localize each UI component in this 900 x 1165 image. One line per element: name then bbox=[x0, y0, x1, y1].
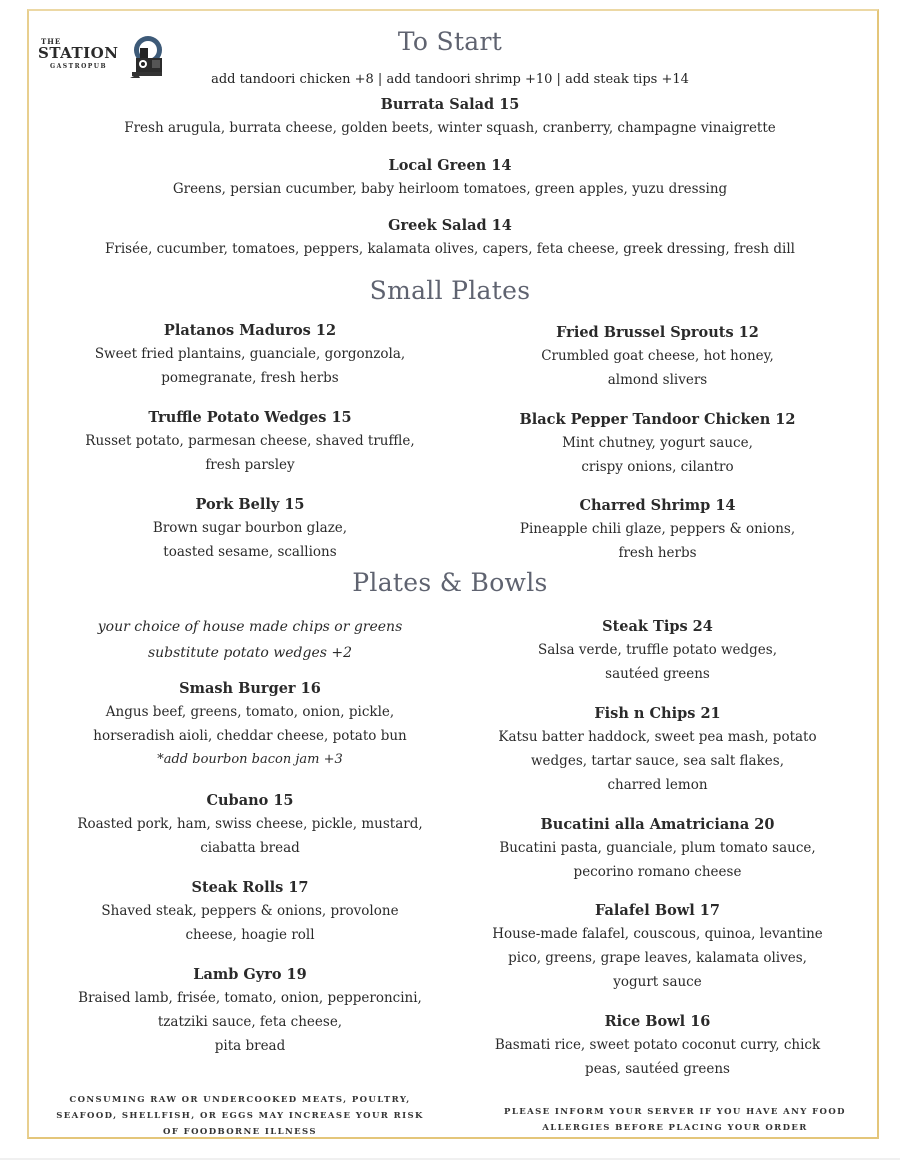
item-name: Cubano 15 bbox=[206, 792, 294, 809]
item-desc: fresh herbs bbox=[618, 545, 697, 561]
item-desc: Pineapple chili glaze, peppers & onions, bbox=[519, 521, 796, 537]
item-desc: Bucatini pasta, guanciale, plum tomato sauce, bbox=[499, 840, 816, 856]
section-title-plates-bowls: Plates & Bowls bbox=[352, 568, 548, 597]
disclaimer-line: SEAFOOD, SHELLFISH, OR EGGS MAY INCREASE YOUR RISK bbox=[56, 1111, 424, 1121]
item-desc: Frisée, cucumber, tomatoes, peppers, kalamata olives, capers, feta cheese, greek dressing, fresh dill bbox=[105, 241, 795, 257]
menu-item bbox=[0, 215, 900, 261]
menu-item bbox=[460, 409, 855, 479]
item-desc: Russet potato, parmesan cheese, shaved truffle, bbox=[85, 433, 415, 449]
item-name: Fried Brussel Sprouts 12 bbox=[556, 324, 759, 341]
item-desc: Crumbled goat cheese, hot honey, bbox=[541, 348, 774, 364]
item-name: Falafel Bowl 17 bbox=[595, 902, 720, 919]
item-desc: Shaved steak, peppers & onions, provolone bbox=[101, 903, 399, 919]
logo-gastropub: GASTROPUB bbox=[50, 63, 108, 70]
menu-item bbox=[460, 495, 855, 565]
item-name: Pork Belly 15 bbox=[195, 496, 305, 513]
section-title-small-plates: Small Plates bbox=[369, 276, 531, 305]
item-name: Steak Rolls 17 bbox=[191, 879, 309, 896]
menu-item bbox=[460, 1011, 855, 1081]
sides-note bbox=[40, 614, 460, 666]
section-title-to-start: To Start bbox=[397, 27, 503, 56]
item-desc: cheese, hoagie roll bbox=[185, 927, 315, 943]
item-name: Black Pepper Tandoor Chicken 12 bbox=[519, 411, 796, 428]
logo-the: THE bbox=[41, 37, 62, 46]
menu-item bbox=[40, 494, 460, 564]
disclaimer-line: CONSUMING RAW OR UNDERCOOKED MEATS, POULTRY, bbox=[69, 1095, 411, 1105]
item-name: Bucatini alla Amatriciana 20 bbox=[540, 816, 775, 833]
menu-item bbox=[460, 814, 855, 884]
item-desc: crispy onions, cilantro bbox=[581, 459, 734, 475]
item-name: Greek Salad 14 bbox=[388, 217, 512, 234]
item-desc: Greens, persian cucumber, baby heirloom tomatoes, green apples, yuzu dressing bbox=[172, 181, 728, 197]
page-edge bbox=[0, 1158, 900, 1160]
item-desc: peas, sautéed greens bbox=[585, 1061, 730, 1077]
menu-item bbox=[40, 678, 460, 772]
item-name: Smash Burger 16 bbox=[179, 680, 321, 697]
item-desc: pomegranate, fresh herbs bbox=[161, 370, 339, 386]
item-name: Local Green 14 bbox=[388, 157, 512, 174]
item-desc: toasted sesame, scallions bbox=[163, 544, 337, 560]
item-desc: Katsu batter haddock, sweet pea mash, potato bbox=[498, 729, 817, 745]
menu-item bbox=[40, 407, 460, 477]
item-desc: horseradish aioli, cheddar cheese, potato bun bbox=[93, 728, 407, 744]
allergy-disclaimer bbox=[470, 1104, 880, 1136]
menu-item bbox=[460, 703, 855, 797]
menu-item bbox=[0, 155, 900, 201]
logo-station: STATION bbox=[38, 44, 119, 62]
item-desc: Mint chutney, yogurt sauce, bbox=[562, 435, 753, 451]
item-desc: Sweet fried plantains, guanciale, gorgonzola, bbox=[94, 346, 406, 362]
disclaimer-line: PLEASE INFORM YOUR SERVER IF YOU HAVE ANY FOOD bbox=[504, 1107, 846, 1117]
menu-item bbox=[40, 320, 460, 390]
item-desc: Angus beef, greens, tomato, onion, pickle, bbox=[105, 704, 395, 720]
menu-item bbox=[40, 964, 460, 1058]
sides-note-line: substitute potato wedges +2 bbox=[147, 645, 353, 661]
item-desc: almond slivers bbox=[607, 372, 708, 388]
menu-item bbox=[0, 94, 900, 140]
item-desc: House-made falafel, couscous, quinoa, levantine bbox=[492, 926, 823, 942]
item-name: Steak Tips 24 bbox=[602, 618, 713, 635]
item-desc: yogurt sauce bbox=[613, 974, 702, 990]
item-desc: Brown sugar bourbon glaze, bbox=[152, 520, 348, 536]
item-desc: charred lemon bbox=[607, 777, 708, 793]
item-desc: pecorino romano cheese bbox=[573, 864, 742, 880]
addons-note: add tandoori chicken +8 | add tandoori shrimp +10 | add steak tips +14 bbox=[211, 72, 689, 87]
raw-food-disclaimer bbox=[40, 1092, 440, 1140]
item-name: Burrata Salad 15 bbox=[380, 96, 520, 113]
item-desc: fresh parsley bbox=[205, 457, 295, 473]
menu-item bbox=[40, 790, 460, 860]
item-desc: Fresh arugula, burrata cheese, golden beets, winter squash, cranberry, champagne vinaigrette bbox=[124, 120, 776, 136]
item-desc: ciabatta bread bbox=[200, 840, 300, 856]
sides-note-line: your choice of house made chips or greens bbox=[97, 619, 403, 635]
item-name: Rice Bowl 16 bbox=[604, 1013, 711, 1030]
item-name: Charred Shrimp 14 bbox=[579, 497, 736, 514]
item-desc: Salsa verde, truffle potato wedges, bbox=[537, 642, 778, 658]
item-name: Truffle Potato Wedges 15 bbox=[148, 409, 352, 426]
item-desc: Roasted pork, ham, swiss cheese, pickle, mustard, bbox=[77, 816, 423, 832]
menu-item bbox=[40, 877, 460, 947]
item-name: Lamb Gyro 19 bbox=[193, 966, 307, 983]
item-name: Platanos Maduros 12 bbox=[163, 322, 337, 339]
menu-item bbox=[460, 322, 855, 392]
menu-item bbox=[460, 900, 855, 994]
item-desc: pico, greens, grape leaves, kalamata olives, bbox=[508, 950, 807, 966]
disclaimer-line: ALLERGIES BEFORE PLACING YOUR ORDER bbox=[542, 1123, 808, 1133]
item-desc: tzatziki sauce, feta cheese, bbox=[157, 1014, 343, 1030]
item-addon-note: *add bourbon bacon jam +3 bbox=[157, 752, 343, 767]
item-desc: Braised lamb, frisée, tomato, onion, pepperoncini, bbox=[78, 990, 422, 1006]
menu-item bbox=[460, 616, 855, 686]
disclaimer-line: OF FOODBORNE ILLNESS bbox=[163, 1127, 317, 1137]
item-desc: Basmati rice, sweet potato coconut curry, chick bbox=[494, 1037, 821, 1053]
item-name: Fish n Chips 21 bbox=[594, 705, 721, 722]
item-desc: wedges, tartar sauce, sea salt flakes, bbox=[531, 753, 784, 769]
item-desc: pita bread bbox=[214, 1038, 286, 1054]
item-desc: sautéed greens bbox=[605, 666, 710, 682]
